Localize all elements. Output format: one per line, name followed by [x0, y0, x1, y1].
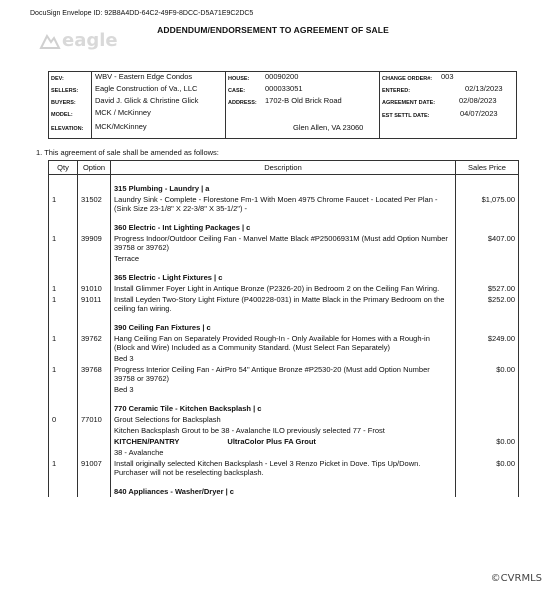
price-cell: $249.00 — [456, 333, 519, 353]
note-text: Kitchen Backsplash Grout to be 38 - Avalanche ILO previously selected 77 - Frost — [111, 425, 456, 436]
buyers-label: BUYERS: — [51, 100, 76, 106]
price-cell: $0.00 — [456, 436, 519, 447]
qty-cell: 1 — [49, 364, 78, 384]
table-row — [49, 253, 519, 264]
qty-cell: 0 — [49, 414, 78, 425]
price-cell: $527.00 — [456, 283, 519, 294]
dev-value: WBV - Eastern Edge Condos — [95, 72, 193, 81]
section-row — [49, 395, 519, 414]
table-row — [49, 436, 519, 447]
price-cell — [456, 314, 519, 333]
option-cell — [78, 447, 111, 458]
price-cell — [456, 253, 519, 264]
option-cell — [78, 436, 111, 447]
price-cell: $252.00 — [456, 294, 519, 314]
price-cell: $1,075.00 — [456, 194, 519, 214]
address-value: 1702-B Old Brick Road — [265, 96, 342, 105]
est-settl-label: EST SETTL DATE: — [382, 113, 430, 119]
qty-cell — [49, 447, 78, 458]
price-cell: $0.00 — [456, 458, 519, 478]
option-cell: 39762 — [78, 333, 111, 353]
qty-cell: 1 — [49, 233, 78, 253]
section-title: 360 Electric - Int Lighting Packages | c — [111, 214, 456, 233]
qty-cell: 1 — [49, 333, 78, 353]
price-cell — [456, 395, 519, 414]
table-row — [49, 447, 519, 458]
table-row — [49, 414, 519, 425]
price-cell — [456, 214, 519, 233]
description-cell: Grout Selections for Backsplash — [111, 414, 456, 425]
qty-cell — [49, 384, 78, 395]
eagle-logo-icon — [39, 32, 61, 50]
option-cell: 77010 — [78, 414, 111, 425]
dev-label: DEV: — [51, 76, 64, 82]
qty-cell — [49, 175, 78, 195]
elevation-value: MCK/McKinney — [95, 122, 147, 131]
header-price: Sales Price — [456, 161, 519, 175]
table-row — [49, 458, 519, 478]
note-text: Bed 3 — [111, 384, 456, 395]
header-option: Option — [78, 161, 111, 175]
entered-value: 02/13/2023 — [465, 84, 503, 93]
option-cell: 91011 — [78, 294, 111, 314]
price-cell — [456, 384, 519, 395]
option-cell — [78, 384, 111, 395]
table-row — [49, 194, 519, 214]
price-cell — [456, 353, 519, 364]
est-settl-value: 04/07/2023 — [460, 109, 498, 118]
option-cell — [78, 264, 111, 283]
qty-cell: 1 — [49, 194, 78, 214]
location-label: KITCHEN/PANTRY — [114, 437, 180, 446]
sellers-label: SELLERS: — [51, 88, 79, 94]
buyers-value: David J. Glick & Christine Glick — [95, 96, 199, 105]
option-cell — [78, 314, 111, 333]
envelope-id: DocuSign Envelope ID: 92B8A4DD-64C2-49F9-8DCC-D5A71E9C2DC5 — [30, 10, 254, 17]
option-cell — [78, 425, 111, 436]
address-label: ADDRESS: — [228, 100, 257, 106]
description-cell: Hang Ceiling Fan on Separately Provided Rough-In - Only Available for Homes with a Rough-in (Block and Wire) Included as a Community Standard. (Must Select Fan Separately) — [111, 333, 456, 353]
entered-label: ENTERED: — [382, 88, 411, 94]
section-title: 840 Appliances - Washer/Dryer | c — [111, 478, 456, 497]
price-cell: $0.00 — [456, 364, 519, 384]
agreement-date-label: AGREEMENT DATE: — [382, 100, 436, 106]
qty-cell: 1 — [49, 458, 78, 478]
price-cell — [456, 175, 519, 195]
intro-text: 1. This agreement of sale shall be amended as follows: — [36, 148, 219, 157]
qty-cell — [49, 353, 78, 364]
option-cell — [78, 478, 111, 497]
price-cell — [456, 414, 519, 425]
header-qty: Qty — [49, 161, 78, 175]
note-text: 38 - Avalanche — [111, 447, 456, 458]
table-row — [49, 353, 519, 364]
info-box — [48, 71, 517, 139]
options-table — [48, 160, 519, 497]
qty-cell — [49, 214, 78, 233]
section-title: 770 Ceramic Tile - Kitchen Backsplash | c — [111, 395, 456, 414]
option-cell: 91007 — [78, 458, 111, 478]
qty-cell — [49, 253, 78, 264]
description-cell: Install originally selected Kitchen Backsplash - Level 3 Renzo Picket in Dove. Tips Up/Down. Purchaser will not be reselecting backsplash. — [111, 458, 456, 478]
table-row — [49, 294, 519, 314]
description-cell: Progress Indoor/Outdoor Ceiling Fan - Manvel Matte Black #P25006931M (Must add Option Number 39758 or 39762) — [111, 233, 456, 253]
qty-cell — [49, 478, 78, 497]
qty-cell — [49, 425, 78, 436]
section-title: 315 Plumbing - Laundry | a — [111, 175, 456, 195]
qty-cell — [49, 314, 78, 333]
section-row — [49, 478, 519, 497]
price-cell: $407.00 — [456, 233, 519, 253]
change-order-label: CHANGE ORDER#: — [382, 76, 433, 82]
qty-cell: 1 — [49, 283, 78, 294]
qty-cell: 1 — [49, 294, 78, 314]
table-row — [49, 333, 519, 353]
sellers-value: Eagle Construction of Va., LLC — [95, 84, 198, 93]
agreement-date-value: 02/08/2023 — [459, 96, 497, 105]
table-row — [49, 233, 519, 253]
description-cell: Install Leyden Two-Story Light Fixture (P400228-031) in Matte Black in the Primary Bedroom on the ceiling fan wiring. — [111, 294, 456, 314]
model-label: MODEL: — [51, 112, 73, 118]
case-label: CASE: — [228, 88, 246, 94]
section-row — [49, 314, 519, 333]
price-cell — [456, 447, 519, 458]
house-label: HOUSE: — [228, 76, 250, 82]
section-row — [49, 214, 519, 233]
section-title: 365 Electric - Light Fixtures | c — [111, 264, 456, 283]
note-text: Bed 3 — [111, 353, 456, 364]
option-cell: 39909 — [78, 233, 111, 253]
description-cell: Install Glimmer Foyer Light in Antique Bronze (P2326-20) in Bedroom 2 on the Ceiling Fan Wiring. — [111, 283, 456, 294]
option-cell: 31502 — [78, 194, 111, 214]
table-row — [49, 283, 519, 294]
product-label: UltraColor Plus FA Grout — [227, 437, 316, 446]
option-cell — [78, 395, 111, 414]
change-order-value: 003 — [441, 72, 454, 81]
eagle-logo-text: eagle — [62, 30, 118, 51]
qty-cell — [49, 264, 78, 283]
description-cell — [111, 436, 456, 447]
description-cell: Laundry Sink - Complete - Florestone Fm-1 With Moen 4975 Chrome Faucet - Located Per Plan - (Sink Size 23-1/8" X 22-3/8" X 35-1/2") - — [111, 194, 456, 214]
qty-cell — [49, 395, 78, 414]
city-value: Glen Allen, VA 23060 — [293, 123, 364, 132]
option-cell — [78, 175, 111, 195]
document-title: ADDENDUM/ENDORSEMENT TO AGREEMENT OF SALE — [157, 25, 389, 35]
house-value: 00090200 — [265, 72, 299, 81]
option-cell — [78, 253, 111, 264]
table-row — [49, 425, 519, 436]
table-row — [49, 384, 519, 395]
elevation-label: ELEVATION: — [51, 126, 84, 132]
option-cell — [78, 214, 111, 233]
case-value: 000033051 — [265, 84, 303, 93]
description-cell: Progress Interior Ceiling Fan - AirPro 54" Antique Bronze #P2530-20 (Must add Option Number 39758 or 39762) — [111, 364, 456, 384]
note-text: Terrace — [111, 253, 456, 264]
section-row — [49, 264, 519, 283]
model-value: MCK / McKinney — [95, 108, 151, 117]
price-cell — [456, 425, 519, 436]
section-title: 390 Ceiling Fan Fixtures | c — [111, 314, 456, 333]
option-cell — [78, 353, 111, 364]
option-cell: 91010 — [78, 283, 111, 294]
price-cell — [456, 264, 519, 283]
header-description: Description — [111, 161, 456, 175]
option-cell: 39768 — [78, 364, 111, 384]
watermark: ©CVRMLS — [490, 573, 542, 584]
table-row — [49, 364, 519, 384]
price-cell — [456, 478, 519, 497]
section-row — [49, 175, 519, 195]
qty-cell — [49, 436, 78, 447]
